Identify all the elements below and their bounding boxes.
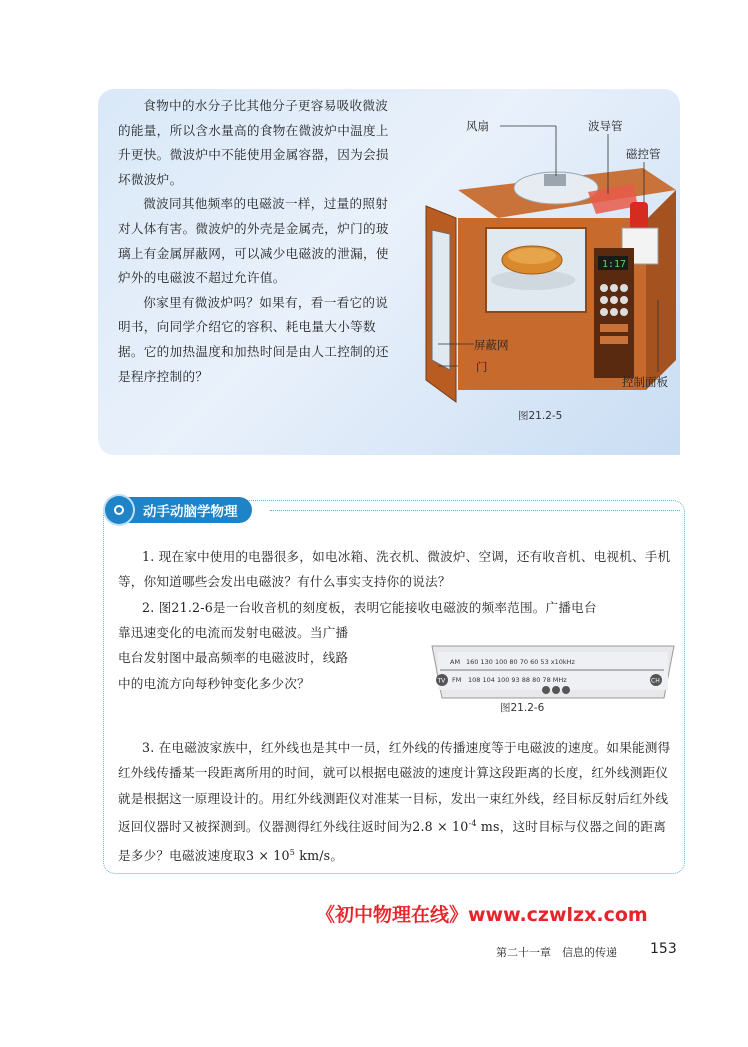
tv-badge: TV <box>437 677 446 685</box>
door-label: 门 <box>476 360 488 374</box>
panel-paragraph-3: 你家里有微波炉吗？如果有，看一看它的说明书，向同学介绍它的容积、耗电量大小等数据。它的加热温度和加热时间是由人工控制的还是程序控制的？ <box>118 294 389 384</box>
question-3-text-b: ，这时目标与仪器之间的距离是多少？电磁波速度取 <box>118 819 667 863</box>
question-3-end: 。 <box>330 848 344 863</box>
target-icon <box>105 496 133 524</box>
panel-text <box>118 94 394 389</box>
time-unit: ms <box>476 819 500 835</box>
waveguide-label: 波导管 <box>588 119 623 133</box>
panel-paragraph-2: 微波同其他频率的电磁波一样，过量的照射对人体有害。微波炉的外壳是金属壳，炉门的玻璃上有金属屏蔽网，可以减少电磁波的泄漏，使炉外的电磁波不超过允许值。 <box>118 196 389 286</box>
radio-caption: 图21.2-6 <box>500 702 545 714</box>
question-1: 1. 现在家中使用的电器很多，如电冰箱、洗衣机、微波炉、空调，还有收音机、电视机、手机等，你知道哪些会发出电磁波？有什么事实支持你的说法？ <box>118 549 671 590</box>
section-divider <box>270 510 680 511</box>
question-2-line1: 2. 图21.2-6是一台收音机的刻度板，表明它能接收电磁波的频率范围。广播电台 <box>142 600 597 615</box>
chapter-title: 第二十一章 信息的传递 <box>496 946 617 959</box>
ch-badge: CH <box>651 677 660 685</box>
question-3-text: 3. 在电磁波家族中，红外线也是其中一员，红外线的传播速度等于电磁波的速度。如果能测得红外线传播某一段距离所用的时间，就可以根据电磁波的速度计算这段距离的长度，红外线测距仪就是根据这一原理设计的。用红外线测距仪对准某一目标，发出一束红外线，经目标反射后红外线返回仪器时又被探测到。仪器测得红外线往返时间为 <box>118 740 671 835</box>
display-text: 1:17 <box>602 259 627 270</box>
panel-paragraph-1: 食物中的水分子比其他分子更容易吸收微波的能量，所以含水量高的食物在微波炉中温度上升更快。微波炉中不能使用金属容器，因为会损坏微波炉。 <box>118 98 389 187</box>
question-2-rest: 靠迅速变化的电流而发射电磁波。当广播电台发射图中最高频率的电磁波时，线路中的电流方向每秒钟变化多少次？ <box>118 625 349 691</box>
fm-ticks: 108 104 100 93 88 80 78 MHz <box>468 676 567 684</box>
fan-label: 风扇 <box>466 119 489 133</box>
question-3 <box>118 735 673 868</box>
radio-dial <box>428 644 678 700</box>
shield-label: 屏蔽网 <box>474 338 509 352</box>
figure-caption: 图21.2-5 <box>518 410 563 422</box>
magnetron-label: 磁控管 <box>626 147 661 161</box>
time-coef: 2.8 × 10 <box>412 819 469 835</box>
page-number: 153 <box>650 941 677 957</box>
site-watermark: 《初中物理在线》www.czwlzx.com <box>316 904 648 926</box>
speed-unit: km/s <box>295 848 331 863</box>
fm-band-label: FM <box>452 676 462 684</box>
am-ticks: 160 130 100 80 70 60 53 x10kHz <box>466 658 575 666</box>
control-panel-label: 控制面板 <box>622 375 668 389</box>
speed-exp: 5 <box>289 847 296 857</box>
time-exp: -4 <box>468 819 477 829</box>
section-header <box>105 496 252 524</box>
am-band-label: AM <box>450 658 461 666</box>
section-title: 动手动脑学物理 <box>127 497 252 523</box>
speed-coef: 3 × 10 <box>245 848 290 863</box>
